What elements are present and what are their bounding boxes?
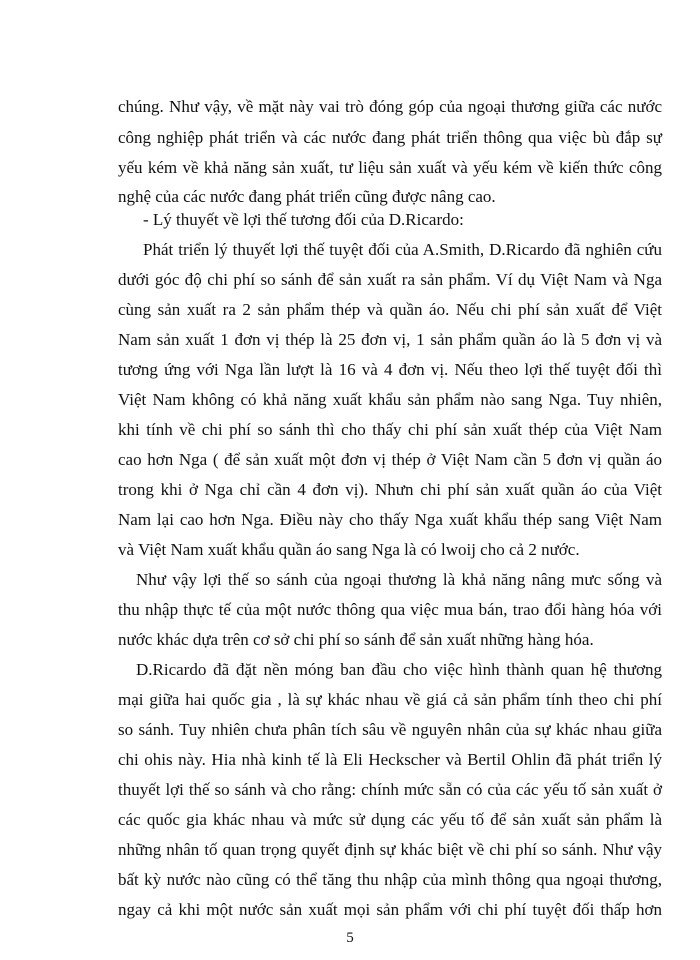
text-line: dưới góc độ chi phí so sánh để sản xuất ra sản phẩm. Ví dụ Việt Nam và Nga: [118, 270, 662, 289]
text-line: D.Ricardo đã đặt nền móng ban đầu cho việc hình thành quan hệ thương: [136, 660, 662, 679]
text-line: so sánh. Tuy nhiên chưa phân tích sâu về nguyên nhân của sự khác nhau giữa: [118, 720, 662, 739]
text-line: nước khác dựa trên cơ sở chi phí so sánh để sản xuất những hàng hóa.: [118, 630, 594, 649]
text-line: Việt Nam không có khả năng xuất khẩu sản phẩm nào sang Nga. Tuy nhiên,: [118, 390, 662, 409]
text-line: công nghiệp phát triển và các nước đang phát triển thông qua việc bù đắp sự: [118, 128, 662, 147]
text-line: Nam sản xuất 1 đơn vị thép là 25 đơn vị, 1 sản phẩm quần áo là 5 đơn vị và: [118, 330, 662, 349]
text-line: ngay cả khi một nước sản xuất mọi sản phẩm với chi phí tuyệt đối thấp hơn: [118, 900, 662, 919]
page-number: 5: [346, 930, 354, 946]
text-line: cao hơn Nga ( để sản xuất một đơn vị thép ở Việt Nam cần 5 đơn vị quần áo: [118, 450, 662, 469]
text-line: Nam lại cao hơn Nga. Điều này cho thấy Nga xuất khẩu thép sang Việt Nam: [118, 510, 662, 529]
text-line: và Việt Nam xuất khẩu quần áo sang Nga là có lwoij cho cả 2 nước.: [118, 540, 580, 559]
text-line: mại giữa hai quốc gia , là sự khác nhau về giá cả sản phẩm tính theo chi phí: [118, 690, 662, 709]
text-line: khi tính về chi phí so sánh thì cho thấy chi phí sản xuất thép của Việt Nam: [118, 420, 662, 439]
text-line: tương ứng với Nga lần lượt là 16 và 4 đơn vị. Nếu theo lợi thế tuyệt đối thì: [118, 360, 662, 379]
text-line: yếu kém về khả năng sản xuất, tư liệu sản xuất và yếu kém về kiến thức công: [118, 158, 662, 177]
text-line: bất kỳ nước nào cũng có thể tăng thu nhập của mình thông qua ngoại thương,: [118, 870, 662, 889]
section-heading: - Lý thuyết về lợi thế tương đối của D.Ricardo:: [143, 210, 464, 229]
text-line: những nhân tố quan trọng quyết định sự khác biệt về chi phí so sánh. Như vậy: [118, 840, 662, 859]
text-line: nghệ của các nước đang phát triển cũng được nâng cao.: [118, 187, 496, 206]
text-line: chi ohis này. Hia nhà kinh tế là Eli Heckscher và Bertil Ohlin đã phát triển lý: [118, 750, 662, 769]
text-line: thu nhập thực tế của một nước thông qua việc mua bán, trao đổi hàng hóa với: [118, 600, 662, 619]
text-line: Phát triển lý thuyết lợi thế tuyệt đối của A.Smith, D.Ricardo đã nghiên cứu: [143, 240, 662, 259]
text-line: cùng sản xuất ra 2 sản phẩm thép và quần áo. Nếu chi phí sản xuất để Việt: [118, 300, 662, 319]
text-line: các quốc gia khác nhau và mức sử dụng các yếu tố để sản xuất sản phẩm là: [118, 810, 662, 829]
text-line: chúng. Như vậy, về mặt này vai trò đóng góp của ngoại thương giữa các nước: [118, 97, 662, 116]
text-line: Như vậy lợi thế so sánh của ngoại thương là khả năng nâng mưc sống và: [136, 570, 662, 589]
text-line: thuyết lợi thế so sánh và cho rằng: chính mức sẵn có của các yếu tố sản xuất ở: [118, 780, 662, 799]
text-line: trong khi ở Nga chỉ cần 4 đơn vị). Nhưn chi phí sản xuất quần áo của Việt: [118, 480, 662, 499]
